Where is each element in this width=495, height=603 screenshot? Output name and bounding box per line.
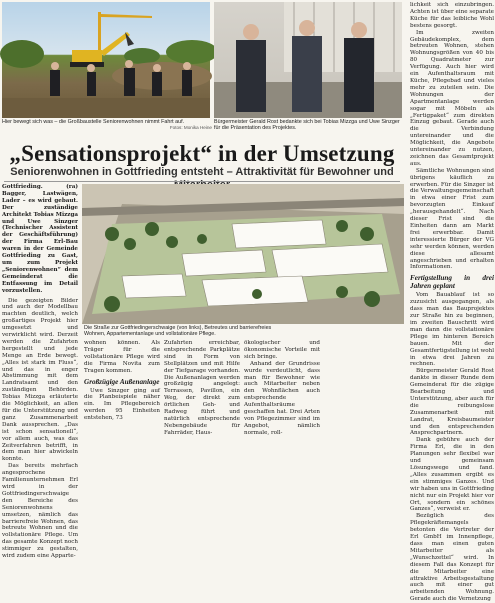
paragraph: wohnen können. Als Träger für die vollstationäre Pflege wird die Firma Novita zum Tragen kommen. [84,340,160,374]
paragraph: Bürgermeister Gerald Rost dankte in dieser Runde dem Gemeinderat für die zügige Bearbeitung und Unterstützung, aber auch für die reibungslose Zusammenarbeit mit Landrat, Kreisbaumeister und den entsprechenden Ansprechpartnern. [410,368,494,437]
photo1-caption [2,119,212,132]
paragraph: Das bereits mehrfach angesprochene Familienunternehmen Erl wird in der Gottfriedingerschwaige den Bereiche des Seniorenwohnens umsetzen, nämlich das barrierefreie Wohnen, das betreute Wohnen und die vollstationäre Pflege. Um das gesamte Konzept noch stimmiger zu gestalten, wird zudem eine Apparte- [2,463,78,560]
model-caption-text: Die Straße zur Gottfriedingerschwaige (von links), Betreutes und barrierefreies Wohnen, Appartementanlage und vollstationäre Pflege. [84,325,272,338]
paragraph: Dank gebühre auch der Firma Erl, die in den Planungen sehr flexibel war und gemeinsam Lösungswege und fand. „Alles zusammen ergibt es ein stimmiges Ganzes. Und wir haben uns in Gottfrieding nicht nur ein Projekt hier vor Ort, sondern ein schönes Ganzes“, verweist er. [410,437,494,513]
paragraph: ökologischer und ökonomische Vorteile mit sich bringe. [244,340,320,360]
photo1-caption-text: Hier bewegt sich was – die Großbaustelle Seniorenwohnen nimmt Fahrt auf. [2,119,185,125]
photo2-caption-text: Bürgermeister Gerald Rost bedankte sich bei Tobias Mizzga und Uwe Sinzger für die Präsentation des Projektes. [214,119,400,132]
paragraph: Sämtliche Wohnungen sind übrigens käuflich zu erwerben. Für die Sinzger ist die Verwaltungsgemeinschaft in etwa einer Frist zum bevorzugten Einkauf „herausgehandelt“. Nach dieser Frist sind die Einheiten dann am Markt frei erwerbbar. Damit interessierte Bürger der VG sehr werden können, werden diese allesamt angeschrieben und erhalten Informationen. [410,167,494,271]
construction-site-photo [2,2,210,118]
paragraph: lichkeit sich einzubringen. Achten ist über eine separate Küche für das leibliche Wohl bestens gesorgt. [410,2,494,29]
section-heading: Großzügige Außenanlage [84,377,160,386]
presentation-photo [214,2,402,118]
section-heading: Fertigstellung in drei Jahren geplant [410,274,494,291]
column-3 [164,340,240,436]
subhead-rule [4,181,400,182]
paragraph: Uwe Sinzger ging auf die Planbeispiele näher ein. Im Pflegebereich werden 95 Einheiten entstehen, 73 [84,387,160,422]
paragraph: Anhand der Grundrisse wurde verdeutlicht, dass man für Bewohner wie auch Mitarbeiter neben den Wohnflächen auch entsprechende Aufenthaltsräume geschaffen hat. Drei Arten von Pflegezimmer sind im Angebot, nämlich normale, roll- [244,360,320,436]
lead-paragraph: Gottfrieding. (ra) Bagger, Lastwägen, Lader – es wird gebaut. Der zuständige Architekt Tobias Mizzga und Uwe Sinzger (Technischer Assistent der Geschäftsführung) der Firma Erl-Bau waren in der Gemeinde Gottfrieding zu Gast, um zum Projekt „Seniorenwohnen“ dem Gemeinderat die Entfassung im Detail vorzustellen. [2,184,78,294]
paragraph: Vom Bauablauf ist so zuzusicht ausgegangen, als dass man das Bauprojektes zur Straße hin zu beginnen, im zweiten Bauschritt wird man dann die vollstationäre Pflege im hinteren Bereich bauen. Mit der Gesamtfertigstellung ist wohl in etwa drei Jahren zu rechnen. [410,292,495,368]
paragraph: Im zweiten Gebäudekomplex, dem betreuten Wohnen, stehen Wohnungsgrößen von 40 bis 80 Quadratmeter zur Verfügung. Auch hier wird ein Aufenthaltsraum mit Küche, Pflegebad und vieles mehr zu zuteilen sein. Die Wohnungen der Apartmentanlage werden sogar mit Möbeln als „Fertigpaket“ zum direkten Einzug gebaut. Gerade auch die Verbindung untereinander und die Möglichkeit, die Angebote untereinander zu nutzen, zeichnen das Gesamtprojekt aus. [410,29,494,167]
column-1 [2,184,78,560]
building-model-photo [82,184,404,324]
article-headline: „Sensationsprojekt“ in der Umsetzung [9,141,395,166]
paragraph: Die gezeigten Bilder und auch der Modellbau machten deutlich, welch großartiges Projekt hier umgesetzt und verwirklicht wird. Derzeit werden die Zufahrten hergestellt und jede Menge an Erde bewegt. „Alles ist stark im Fluss“, und das in enger Abstimmung mit dem Landratsamt und den zuständigen Behörden. Tobias Mizzga erläuterte die Möglichkeit, an allen für die Unterstützung und ganz Zusammenarbeit Dank aussprechen. „Das ist schon sensationell“, vor allem auch, was das Zeitverfahren betrifft, in dem man hier abwickeln konnte. [2,297,78,463]
model-caption [84,325,294,338]
column-2 [84,340,160,422]
paragraph: Zufahrten erreichbar, entsprechende Parkplätze sind in Form von Stellplätzen und mit Hilfe der Tiefgarage vorhanden. Die Außenanlagen werden großzügig angelegt: Terrassen, Pavillon, ein Weg, der direkt zum örtlichen Geh- und Radweg führt und natürlich entsprechende Nebengebäude für Fahrräder, Haus- [164,340,240,436]
paragraph: Bezüglich des Pflegekräftemangels betonten die Vertreter der Erl GmbH im Innenpflege, dass man einen guten Mitarbeiter als „Wunschzettel“ wird. In diesem Fall das Konzept für die Mitarbeiter eine attraktive Arbeitsgestaltung auch mit einer gut arbeitenden Wohnung. Gerade auch die Vernetzung [410,513,494,603]
article-subheadline: Seniorenwohnen in Gottfrieding entsteht – Attraktivität für Bewohner und [10,166,394,178]
column-4 [244,340,320,436]
column-5 [410,2,495,603]
photo2-caption [214,119,402,132]
photo-credit: Fotos: Monika Heine [169,125,212,131]
